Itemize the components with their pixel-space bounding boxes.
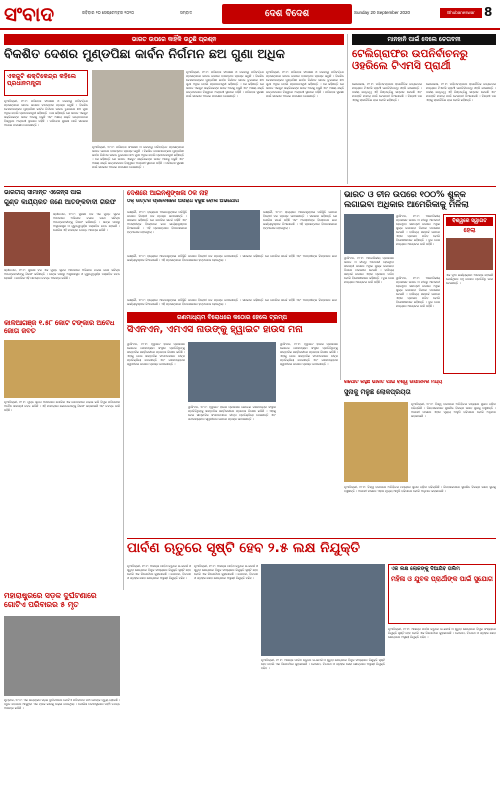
lead-body: ନୂଆଦିଲ୍ଲୀ, ୧୯।୯: ପରିବେଶ ସଂରକ୍ଷଣ ଓ ଜଳବାୟୁ ପରିବର୍ତ୍ତନ ପ୍ରସଙ୍ଗରେ ଭାରତ ଉପରେ ବାରମ୍ବାର ପ୍ରଶ୍ନ ଉଠୁଛି । ବିକଶିତ ଦେଶମାନଙ୍କର ମୁଣ୍ଡପିଛା କାର୍ବନ ନିର୍ଗମନ ଭାରତ ତୁଳନାରେ ଛଅ ଗୁଣା ଅଧିକ ବୋଲି ପ୍ରଧାନମନ୍ତ୍ରୀ କହିଛନ୍ତି । ସେ କହିଛନ୍ତି ଯେ ଭାରତ ଏକଜୁଟ ଶକ୍ତିକେନ୍ଦ୍ର ଭାବେ ଆଗକୁ ବଢୁଛି ଏବଂ ଅକ୍ଷୟ ଶକ୍ତି ଉତ୍ପାଦନରେ ବିଶ୍ୱରେ ଅଗ୍ରଣୀ ସ୍ଥାନରେ ରହିଛି । ପରିବେଶ ସୁରକ୍ଷା ପାଇଁ ସରକାର ଅନେକ ପଦକ୍ଷେପ ନେଇଛନ୍ତି । (4, 99, 88, 128)
section-rule (4, 186, 496, 187)
right-top-kicker: ମାନହାନି ପାଇଁ ଦେଲେ ଚେତାବନୀ (352, 34, 496, 45)
protest-headline: ସିଏନଏନ, ଏମଏସ ନାଉଙ୍କୁ ହ୍ୱାଇଟ ହାଉସ ମନା (127, 325, 303, 335)
right-top-body-col2: କୋଲକାତା, ୧୯।୯: ପଶ୍ଚିମବଙ୍ଗରେ ରାଜନୈତିକ ଉତ୍ତେଜନା ମଧ୍ୟରେ ଟିଏମସି ପ୍ରାର୍ଥୀ ଉପନିର୍ବାଚନରୁ ଓହରି ଯାଇଛନ୍ତି । ଦଳୀୟ ନେତୃତ୍ୱ ଏହି ନିଷ୍ପତ୍ତିକୁ ସମ୍ମାନ ଦେଇଛି ଏବଂ ମାନହାନି ମାମଲା ପାଇଁ ଚେତାବନୀ ଦିଆଯାଇଛି । ବିରୋଧୀ ଦଳ ଏହାକୁ ରାଜନୈତିକ ଚାଲ ବୋଲି କହିଛନ୍ତି । (426, 82, 496, 103)
lead-body-col2: ନୂଆଦିଲ୍ଲୀ, ୧୯।୯: ପରିବେଶ ସଂରକ୍ଷଣ ଓ ଜଳବାୟୁ ପରିବର୍ତ୍ତନ ପ୍ରସଙ୍ଗରେ ଭାରତ ଉପରେ ବାରମ୍ବାର ପ୍ରଶ୍ନ ଉଠୁଛି । ବିକଶିତ ଦେଶମାନଙ୍କର ମୁଣ୍ଡପିଛା କାର୍ବନ ନିର୍ଗମନ ଭାରତ ତୁଳନାରେ ଛଅ ଗୁଣା ଅଧିକ ବୋଲି ପ୍ରଧାନମନ୍ତ୍ରୀ କହିଛନ୍ତି । ସେ କହିଛନ୍ତି ଯେ ଭାରତ ଏକଜୁଟ ଶକ୍ତିକେନ୍ଦ୍ର ଭାବେ ଆଗକୁ ବଢୁଛି ଏବଂ ଅକ୍ଷୟ ଶକ୍ତି ଉତ୍ପାଦନରେ ବିଶ୍ୱରେ ଅଗ୍ରଣୀ ସ୍ଥାନରେ ରହିଛି । ପରିବେଶ ସୁରକ୍ଷା ପାଇଁ ସରକାର ଅନେକ ପଦକ୍ଷେପ ନେଇଛନ୍ତି । (186, 70, 264, 99)
center1-headline: ଠିକ୍ ଉତ୍ତର ପ୍ରଦେଶରେ ଅପରାଧ ବଢୁଛି ବୋଲି ଅଭିଯୋଗ (127, 199, 239, 204)
left-mid-photo (4, 340, 120, 398)
lead-photo (92, 70, 184, 142)
red-box-kicker: ବିଶ୍ୱରେ ସ୍ୱାଗତ (446, 217, 493, 226)
lead-subbox-text: ଏକଜୁଟି ଶକ୍ତିକେନ୍ଦ୍ର କହିଲେ ପ୍ରଧାନମନ୍ତ୍ରୀ (7, 73, 77, 88)
lead-body-col3: ନୂଆଦିଲ୍ଲୀ, ୧୯।୯: ପରିବେଶ ସଂରକ୍ଷଣ ଓ ଜଳବାୟୁ ପରିବର୍ତ୍ତନ ପ୍ରସଙ୍ଗରେ ଭାରତ ଉପରେ ବାରମ୍ବାର ପ୍ରଶ୍ନ ଉଠୁଛି । ବିକଶିତ ଦେଶମାନଙ୍କର ମୁଣ୍ଡପିଛା କାର୍ବନ ନିର୍ଗମନ ଭାରତ ତୁଳନାରେ ଛଅ ଗୁଣା ଅଧିକ ବୋଲି ପ୍ରଧାନମନ୍ତ୍ରୀ କହିଛନ୍ତି । ସେ କହିଛନ୍ତି ଯେ ଭାରତ ଏକଜୁଟ ଶକ୍ତିକେନ୍ଦ୍ର ଭାବେ ଆଗକୁ ବଢୁଛି ଏବଂ ଅକ୍ଷୟ ଶକ୍ତି ଉତ୍ପାଦନରେ ବିଶ୍ୱରେ ଅଗ୍ରଣୀ ସ୍ଥାନରେ ରହିଛି । ପରିବେଶ ସୁରକ୍ଷା ପାଇଁ ସରକାର ଅନେକ ପଦକ୍ଷେପ ନେଇଛନ୍ତି । (266, 70, 344, 99)
lead-headline: ବିକଶିତ ଦେଶର ମୁଣ୍ଡପିଛା କାର୍ବନ ନିର୍ଗମନ ଛଅ ଗୁଣା ଅଧିକ (4, 47, 285, 61)
jobs-body-col2: ନୂଆଦିଲ୍ଲୀ, ୧୯।୯: ଆସନ୍ତା ପାର୍ବଣ ଋତୁରେ ଇ-କମର୍ସ ଓ ଖୁଚୁରା କ୍ଷେତ୍ରରେ ବିପୁଳ ସଂଖ୍ୟାରେ ନିଯୁକ୍ତି ସୃଷ୍ଟି ହେବ ବୋଲି ଏକ ରିପୋର୍ଟରେ କୁହାଯାଇଛି । ଗୋଦାମ, ବିତରଣ ଓ ଗ୍ରାହକ ସେବା କ୍ଷେତ୍ରରେ ଅସ୍ଥାୟୀ ନିଯୁକ୍ତି ବଢିବ । (194, 564, 258, 581)
lead-body-col1b: ନୂଆଦିଲ୍ଲୀ, ୧୯।୯: ପରିବେଶ ସଂରକ୍ଷଣ ଓ ଜଳବାୟୁ ପରିବର୍ତ୍ତନ ପ୍ରସଙ୍ଗରେ ଭାରତ ଉପରେ ବାରମ୍ବାର ପ୍ରଶ୍ନ ଉଠୁଛି । ବିକଶିତ ଦେଶମାନଙ୍କର ମୁଣ୍ଡପିଛା କାର୍ବନ ନିର୍ଗମନ ଭାରତ ତୁଳନାରେ ଛଅ ଗୁଣା ଅଧିକ ବୋଲି ପ୍ରଧାନମନ୍ତ୍ରୀ କହିଛନ୍ତି । ସେ କହିଛନ୍ତି ଯେ ଭାରତ ଏକଜୁଟ ଶକ୍ତିକେନ୍ଦ୍ର ଭାବେ ଆଗକୁ ବଢୁଛି ଏବଂ ଅକ୍ଷୟ ଶକ୍ତି ଉତ୍ପାଦନରେ ବିଶ୍ୱରେ ଅଗ୍ରଣୀ ସ୍ଥାନରେ ରହିଛି । ପରିବେଶ ସୁରକ୍ଷା ପାଇଁ ସରକାର ଅନେକ ପଦକ୍ଷେପ ନେଇଛନ୍ତି । (92, 145, 184, 170)
page-number: 8 (484, 5, 493, 19)
tariff-body-col1: ୱାଶିଂଟନ, ୧୯।୯: ଆମେରିକୀୟ ପ୍ରଶାସନ ଭାରତ ଓ ଚୀନରୁ ଆମଦାନୀ ହେଉଥିବା ସାମଗ୍ରୀ ଉପରେ ଅଧିକ ଶୁଳ୍କ ଲଗାଇବା ଦିଗରେ ପଦକ୍ଷେପ ନେଇଛି । ବାଣିଜ୍ୟ ସମ୍ପର୍କ ଉପରେ ଏହାର ପ୍ରଭାବ ପଡିବ ବୋଲି ବିଶେଷଜ୍ଞମାନେ କହିଛନ୍ତି । ଦୁଇ ଦେଶ ମଧ୍ୟରେ ଆଲୋଚନା ଜାରି ରହିଛି । (396, 214, 440, 247)
section-rule (127, 538, 496, 539)
center1-body-wide: ଲକ୍ଷ୍ନୌ, ୧୯।୯: ରାଜ୍ୟରେ ଆଇନଶୃଙ୍ଖଳା ପରିସ୍ଥିତି ଉପରେ ବିରୋଧୀ ଦଳ ପ୍ରଶ୍ନ ଉଠାଇଛନ୍ତି । ସରକାର କହିଛନ୍ତି ଯେ ପୋଲିସ ସତର୍କ ରହିଛି ଏବଂ ଅପରାଧୀଙ୍କ ବିରୋଧରେ କଡା କାର୍ଯ୍ୟାନୁଷ୍ଠାନ ନିଆଯାଉଛି । ଏହି ପ୍ରସଙ୍ଗରେ ବିଧାନସଭାରେ ହଟ୍ଟଗୋଳ ହୋଇଥିଲା । (127, 254, 337, 263)
jobs-sidebox (388, 564, 496, 624)
protest-kicker: ଗଣମାଧ୍ୟମ ବିରୋଧରେ କଠୋର ହେଲେ ଟ୍ରମ୍ପ (127, 312, 337, 323)
left-mid-headline: କାଳିଆଗଞ୍ଜ ୧.୫୮ କୋଟି ଟଙ୍କାର ଅବୈଧ ଜୋତା ଜବତ (4, 320, 115, 335)
accident-headline: ମହାରାଷ୍ଟ୍ରରେ ସଡ଼କ ଦୁର୍ଘଟଣାରେ ଗୋଟିଏ ପରିବାରର ୫ ମୃତ (4, 592, 97, 609)
center1-body-side: ଲକ୍ଷ୍ନୌ, ୧୯।୯: ରାଜ୍ୟରେ ଆଇନଶୃଙ୍ଖଳା ପରିସ୍ଥିତି ଉପରେ ବିରୋଧୀ ଦଳ ପ୍ରଶ୍ନ ଉଠାଇଛନ୍ତି । ସରକାର କହିଛନ୍ତି ଯେ ପୋଲିସ ସତର୍କ ରହିଛି ଏବଂ ଅପରାଧୀଙ୍କ ବିରୋଧରେ କଡା କାର୍ଯ୍ୟାନୁଷ୍ଠାନ ନିଆଯାଉଛି । ଏହି ପ୍ରସଙ୍ଗରେ ବିଧାନସଭାରେ ହଟ୍ଟଗୋଳ ହୋଇଥିଲା । (263, 210, 337, 231)
protest-body-col2: ୱାଶିଂଟନ, ୧୯।୯: ହ୍ୱାଇଟ ହାଉସ ପ୍ରଶାସନ କେତେକ ଗଣମାଧ୍ୟମ ସଂସ୍ଥାର ପ୍ରତିନିଧିଙ୍କୁ ସାମ୍ବାଦିକ ସମ୍ମିଳନୀରେ ପ୍ରବେଶ ନିଷେଧ କରିଛି । ଏହାକୁ ନେଇ ସାମ୍ବାଦିକ ସଂଗଠନମାନେ ତୀବ୍ର ପ୍ରତିକ୍ରିୟା ଦେଇଛନ୍ତି ଏବଂ ଗଣମାଧ୍ୟମର ସ୍ୱାଧୀନତା ଉପରେ ପ୍ରଶ୍ନ ଉଠାଇଛନ୍ତି । (188, 405, 276, 422)
lead-kicker: ଭାରତ ଉପରେ କାହିଁକି ଉଠୁଛି ପ୍ରଶ୍ନ (4, 34, 344, 45)
red-box-body: ଏକ ନୂଆ କାର୍ଯ୍ୟକ୍ରମ ଆରମ୍ଭ ହୋଇଛି ଯେଉଁଥିରେ ବହୁ ଦେଶର ପ୍ରତିନିଧି ଭାଗ ନେଇଛନ୍ତି । (446, 272, 493, 285)
center-cont: ଲକ୍ଷ୍ନୌ, ୧୯।୯: ରାଜ୍ୟରେ ଆଇନଶୃଙ୍ଖଳା ପରିସ୍ଥିତି ଉପରେ ବିରୋଧୀ ଦଳ ପ୍ରଶ୍ନ ଉଠାଇଛନ୍ତି । ସରକାର କହିଛନ୍ତି ଯେ ପୋଲିସ ସତର୍କ ରହିଛି ଏବଂ ଅପରାଧୀଙ୍କ ବିରୋଧରେ କଡା କାର୍ଯ୍ୟାନୁଷ୍ଠାନ ନିଆଯାଉଛି । ଏହି ପ୍ରସଙ୍ଗରେ ବିଧାନସଭାରେ ହଟ୍ଟଗୋଳ ହୋଇଥିଲା । (127, 298, 337, 307)
center1-body: ଲକ୍ଷ୍ନୌ, ୧୯।୯: ରାଜ୍ୟରେ ଆଇନଶୃଙ୍ଖଳା ପରିସ୍ଥିତି ଉପରେ ବିରୋଧୀ ଦଳ ପ୍ରଶ୍ନ ଉଠାଇଛନ୍ତି । ସରକାର କହିଛନ୍ତି ଯେ ପୋଲିସ ସତର୍କ ରହିଛି ଏବଂ ଅପରାଧୀଙ୍କ ବିରୋଧରେ କଡା କାର୍ଯ୍ୟାନୁଷ୍ଠାନ ନିଆଯାଉଛି । ଏହି ପ୍ରସଙ୍ଗରେ ବିଧାନସଭାରେ ହଟ୍ଟଗୋଳ ହୋଇଥିଲା । (127, 210, 187, 235)
left-mid-body: ନୂଆଦିଲ୍ଲୀ, ୧୯।୯: ଗୁପ୍ତ ସୂଚନା ଆଧାରରେ ପୋଲିସ ଏକ ଗୋଦାମରେ ଚଢାଉ କରି ବିପୁଳ ପରିମାଣର ଅବୈଧ ସାମଗ୍ରୀ ଜବତ କରିଛି । ଏହି ମାମଲାରେ କେତେଜଣଙ୍କୁ ଗିରଫ କରାଯାଇଛି ଏବଂ ତଦନ୍ତ ଜାରି ରହିଛି । (4, 400, 120, 413)
edition-city: Bhubaneswar (440, 8, 482, 18)
red-box-headline: ହେଲା (463, 227, 476, 234)
jobs-photo (261, 564, 385, 656)
protest-photo (188, 342, 276, 402)
tariff-photo (344, 214, 394, 254)
dateline: ରବିବାର ୨୦ ସେପ୍ଟେମ୍ବର ୨୦୨୦ (82, 10, 135, 15)
accident-body: ମୁମ୍ବାଇ, ୧୯।୯: ଏକ ଭୟଙ୍କର ସଡ଼କ ଦୁର୍ଘଟଣାରେ ଗୋଟିଏ ପରିବାରର ପାଞ୍ଚ ଜଣଙ୍କ ମୃତ୍ୟୁ ହୋଇଛି । ଦ୍ରୁତ ବେଗରେ ଆସୁଥିବା ଏକ ଟ୍ରକ କାରକୁ ଧକ୍କା ଦେଇଥିଲା । ପୋଲିସ ଘଟଣାସ୍ଥଳରେ ପହଞ୍ଚି ତଦନ୍ତ ଆରମ୍ଭ କରିଛି । (4, 698, 120, 711)
jobs-sidebox-kicker: ଏକ ଲକ୍ଷ ଲୋକଙ୍କୁ ଦିଆଯିବ ତାଲିମ (391, 566, 460, 572)
jobs-sidebox-headline: ମହିଳା ଓ ଯୁବକ ପ୍ରାର୍ଥୀଙ୍କ ପାଇଁ ସୁଯୋଗ (391, 574, 493, 583)
tariff-body-col3: ୱାଶିଂଟନ, ୧୯।୯: ଆମେରିକୀୟ ପ୍ରଶାସନ ଭାରତ ଓ ଚୀନରୁ ଆମଦାନୀ ହେଉଥିବା ସାମଗ୍ରୀ ଉପରେ ଅଧିକ ଶୁଳ୍କ ଲଗାଇବା ଦିଗରେ ପଦକ୍ଷେପ ନେଇଛି । ବାଣିଜ୍ୟ ସମ୍ପର୍କ ଉପରେ ଏହାର ପ୍ରଭାବ ପଡିବ ବୋଲି ବିଶେଷଜ୍ଞମାନେ କହିଛନ୍ତି । ଦୁଇ ଦେଶ ମଧ୍ୟରେ ଆଲୋଚନା ଜାରି ରହିଛି । (396, 276, 440, 309)
section-banner: ଦେଶ ବିଦେଶ (222, 4, 352, 24)
red-box (443, 214, 496, 374)
protest-body-col1: ୱାଶିଂଟନ, ୧୯।୯: ହ୍ୱାଇଟ ହାଉସ ପ୍ରଶାସନ କେତେକ ଗଣମାଧ୍ୟମ ସଂସ୍ଥାର ପ୍ରତିନିଧିଙ୍କୁ ସାମ୍ବାଦିକ ସମ୍ମିଳନୀରେ ପ୍ରବେଶ ନିଷେଧ କରିଛି । ଏହାକୁ ନେଇ ସାମ୍ବାଦିକ ସଂଗଠନମାନେ ତୀବ୍ର ପ୍ରତିକ୍ରିୟା ଦେଇଛନ୍ତି ଏବଂ ଗଣମାଧ୍ୟମର ସ୍ୱାଧୀନତା ଉପରେ ପ୍ରଶ୍ନ ଉଠାଇଛନ୍ତି । (127, 342, 185, 367)
terror-body: ଶ୍ରୀନଗର, ୧୯।୯: ସୁରକ୍ଷା ବଳ ଏକ ଗୁପ୍ତ ସୂଚନା ଆଧାରରେ ଅଭିଯାନ ଚଳାଇ ଜଣେ ସନ୍ଦିଗ୍ଧ ଆତଙ୍କବାଦୀଙ୍କୁ ଗିରଫ କରିଛନ୍ତି । ତାଙ୍କ ପାଖରୁ ଅସ୍ତ୍ରଶସ୍ତ୍ର ଓ ଗୁରୁତ୍ୱପୂର୍ଣ୍ଣ ଦସ୍ତାବିଜ ଜବତ ହୋଇଛି । ପୋଲିସ ଏହି ମାମଲାର ତଦନ୍ତ ଆରମ୍ଭ କରିଛି । (4, 268, 120, 281)
accident-photo (4, 616, 120, 696)
right-top-headline: ଟେଲିଗ୍ରାଫର ଉପନିର୍ବାଚନରୁ ଓହରିଲେ ଟିଏମସି ପ୍ରାର୍ଥୀ (352, 48, 468, 73)
jobs-body-col4: ନୂଆଦିଲ୍ଲୀ, ୧୯।୯: ଆସନ୍ତା ପାର୍ବଣ ଋତୁରେ ଇ-କମର୍ସ ଓ ଖୁଚୁରା କ୍ଷେତ୍ରରେ ବିପୁଳ ସଂଖ୍ୟାରେ ନିଯୁକ୍ତି ସୃଷ୍ଟି ହେବ ବୋଲି ଏକ ରିପୋର୍ଟରେ କୁହାଯାଇଛି । ଗୋଦାମ, ବିତରଣ ଓ ଗ୍ରାହକ ସେବା କ୍ଷେତ୍ରରେ ଅସ୍ଥାୟୀ ନିଯୁକ୍ତି ବଢିବ । (388, 627, 496, 640)
center1-kicker: ଦେଶରେ ଆଇନଶୃଙ୍ଖଳା ଠିକ ନାହିଁ (127, 190, 209, 197)
terror-headline: ଗୁଣ୍ଡ କାର୍ଯ୍ୟରତ ଜଣେ ଆତଙ୍କବାଦୀ ଗିରଫ (4, 199, 116, 206)
terror-photo (4, 212, 50, 266)
center1-photo (190, 210, 260, 250)
protest-body-col3: ୱାଶିଂଟନ, ୧୯।୯: ହ୍ୱାଇଟ ହାଉସ ପ୍ରଶାସନ କେତେକ ଗଣମାଧ୍ୟମ ସଂସ୍ଥାର ପ୍ରତିନିଧିଙ୍କୁ ସାମ୍ବାଦିକ ସମ୍ମିଳନୀରେ ପ୍ରବେଶ ନିଷେଧ କରିଛି । ଏହାକୁ ନେଇ ସାମ୍ବାଦିକ ସଂଗଠନମାନେ ତୀବ୍ର ପ୍ରତିକ୍ରିୟା ଦେଇଛନ୍ତି ଏବଂ ଗଣମାଧ୍ୟମର ସ୍ୱାଧୀନତା ଉପରେ ପ୍ରଶ୍ନ ଉଠାଇଛନ୍ତି । (280, 342, 338, 367)
jobs-body-col3: ନୂଆଦିଲ୍ଲୀ, ୧୯।୯: ଆସନ୍ତା ପାର୍ବଣ ଋତୁରେ ଇ-କମର୍ସ ଓ ଖୁଚୁରା କ୍ଷେତ୍ରରେ ବିପୁଳ ସଂଖ୍ୟାରେ ନିଯୁକ୍ତି ସୃଷ୍ଟି ହେବ ବୋଲି ଏକ ରିପୋର୍ଟରେ କୁହାଯାଇଛି । ଗୋଦାମ, ବିତରଣ ଓ ଗ୍ରାହକ ସେବା କ୍ଷେତ୍ରରେ ଅସ୍ଥାୟୀ ନିଯୁକ୍ତି ବଢିବ । (261, 658, 385, 671)
tariff-headline: ଭାରତ ଓ ଚୀନ ଉପରେ ୧୦୦% ଶୁଳ୍କ ଲଗାଇବା ଅଧିକାର ଆମେରିକାକୁ ମିଳିଲା (344, 190, 469, 209)
page-tag: ସମ୍ବାଦ (180, 10, 192, 15)
column-divider (123, 190, 124, 590)
right-top-body-col1: କୋଲକାତା, ୧୯।୯: ପଶ୍ଚିମବଙ୍ଗରେ ରାଜନୈତିକ ଉତ୍ତେଜନା ମଧ୍ୟରେ ଟିଏମସି ପ୍ରାର୍ଥୀ ଉପନିର୍ବାଚନରୁ ଓହରି ଯାଇଛନ୍ତି । ଦଳୀୟ ନେତୃତ୍ୱ ଏହି ନିଷ୍ପତ୍ତିକୁ ସମ୍ମାନ ଦେଇଛି ଏବଂ ମାନହାନି ମାମଲା ପାଇଁ ଚେତାବନୀ ଦିଆଯାଇଛି । ବିରୋଧୀ ଦଳ ଏହାକୁ ରାଜନୈତିକ ଚାଲ ବୋଲି କହିଛନ୍ତି । (352, 82, 422, 103)
lead-subbox (4, 70, 88, 96)
right-mid-body-side: ନୂଆଦିଲ୍ଲୀ, ୧୯।୯: ବିଶ୍ୱ ବଜାରରେ ଅନିଶ୍ଚିତତା ମଧ୍ୟରେ ସୁନାର ଚାହିଦା ବଢିଚାଲିଛି । ନିବେଶକମାନେ ସୁରକ୍ଷିତ ବିକଳ୍ପ ଭାବେ ସୁନାକୁ ବାଛୁଛନ୍ତି । ଆଗାମୀ ମାସରେ ଏହାର ମୂଲ୍ୟ ଆହୁରି ବଢିପାରେ ବୋଲି ଅନୁମାନ କରାଯାଉଛି । (411, 402, 496, 419)
right-mid-kicker: ରିପୋର୍ଟ କହୁଛି ଭାରତ ପାଇଁ ବିଶ୍ୱ ଉପାର୍ଜନର ମଧ୍ୟ (344, 380, 443, 385)
right-mid-body: ନୂଆଦିଲ୍ଲୀ, ୧୯।୯: ବିଶ୍ୱ ବଜାରରେ ଅନିଶ୍ଚିତତା ମଧ୍ୟରେ ସୁନାର ଚାହିଦା ବଢିଚାଲିଛି । ନିବେଶକମାନେ ସୁରକ୍ଷିତ ବିକଳ୍ପ ଭାବେ ସୁନାକୁ ବାଛୁଛନ୍ତି । ଆଗାମୀ ମାସରେ ଏହାର ମୂଲ୍ୟ ଆହୁରି ବଢିପାରେ ବୋଲି ଅନୁମାନ କରାଯାଉଛି । (344, 485, 496, 494)
column-divider (340, 190, 341, 380)
column-divider (347, 34, 348, 184)
right-mid-photo (344, 402, 408, 482)
terror-body-side: ଶ୍ରୀନଗର, ୧୯।୯: ସୁରକ୍ଷା ବଳ ଏକ ଗୁପ୍ତ ସୂଚନା ଆଧାରରେ ଅଭିଯାନ ଚଳାଇ ଜଣେ ସନ୍ଦିଗ୍ଧ ଆତଙ୍କବାଦୀଙ୍କୁ ଗିରଫ କରିଛନ୍ତି । ତାଙ୍କ ପାଖରୁ ଅସ୍ତ୍ରଶସ୍ତ୍ର ଓ ଗୁରୁତ୍ୱପୂର୍ଣ୍ଣ ଦସ୍ତାବିଜ ଜବତ ହୋଇଛି । ପୋଲିସ ଏହି ମାମଲାର ତଦନ୍ତ ଆରମ୍ଭ କରିଛି । (53, 212, 120, 233)
newspaper-logo: ସଂବାଦ (4, 2, 55, 26)
jobs-headline: ପାର୍ବଣ ଋତୁରେ ସୃଷ୍ଟି ହେବ ୨.୫ ଲକ୍ଷ ନିଯୁକ୍ତି (127, 541, 361, 556)
jobs-body-col1: ନୂଆଦିଲ୍ଲୀ, ୧୯।୯: ଆସନ୍ତା ପାର୍ବଣ ଋତୁରେ ଇ-କମର୍ସ ଓ ଖୁଚୁରା କ୍ଷେତ୍ରରେ ବିପୁଳ ସଂଖ୍ୟାରେ ନିଯୁକ୍ତି ସୃଷ୍ଟି ହେବ ବୋଲି ଏକ ରିପୋର୍ଟରେ କୁହାଯାଇଛି । ଗୋଦାମ, ବିତରଣ ଓ ଗ୍ରାହକ ସେବା କ୍ଷେତ୍ରରେ ଅସ୍ଥାୟୀ ନିଯୁକ୍ତି ବଢିବ । (127, 564, 191, 581)
right-mid-headline: ସୁନାକୁ ମିଳୁଛି ଲୋକପ୍ରିୟତା (344, 389, 411, 396)
terror-kicker: ଭାରତୀୟ ସୀମାନ୍ତ ଏଜେନ୍ସି ପାଇଁ (4, 190, 82, 196)
tariff-body-col2: ୱାଶିଂଟନ, ୧୯।୯: ଆମେରିକୀୟ ପ୍ରଶାସନ ଭାରତ ଓ ଚୀନରୁ ଆମଦାନୀ ହେଉଥିବା ସାମଗ୍ରୀ ଉପରେ ଅଧିକ ଶୁଳ୍କ ଲଗାଇବା ଦିଗରେ ପଦକ୍ଷେପ ନେଇଛି । ବାଣିଜ୍ୟ ସମ୍ପର୍କ ଉପରେ ଏହାର ପ୍ରଭାବ ପଡିବ ବୋଲି ବିଶେଷଜ୍ଞମାନେ କହିଛନ୍ତି । ଦୁଇ ଦେଶ ମଧ୍ୟରେ ଆଲୋଚନା ଜାରି ରହିଛି । (344, 256, 394, 285)
date-english: Sunday 20 September 2020 (354, 10, 411, 15)
red-box-photo (446, 238, 493, 270)
